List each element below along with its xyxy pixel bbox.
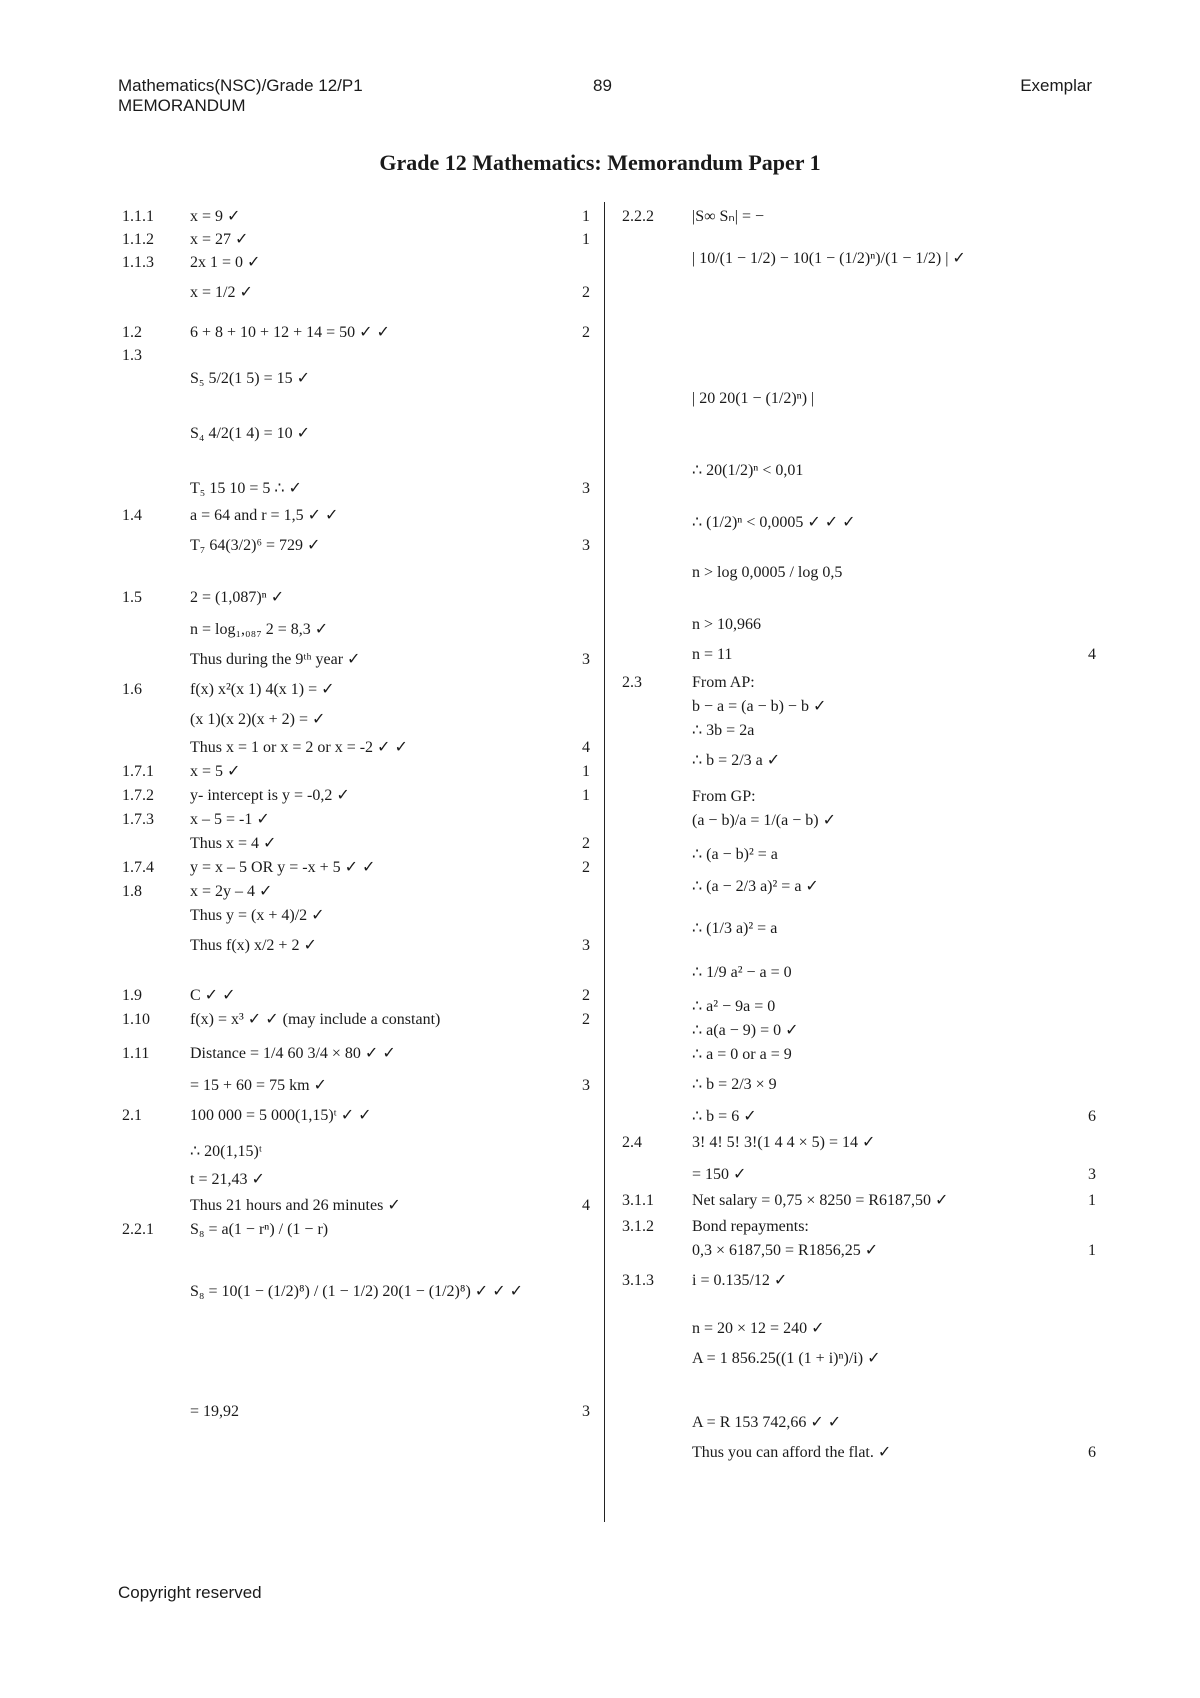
answer-expression: x = 1/2 ✓ bbox=[190, 284, 253, 301]
answer-expression: Thus y = (x + 4)/2 ✓ bbox=[190, 907, 325, 924]
memo-row bbox=[622, 613, 1092, 643]
memo-row bbox=[622, 1043, 1092, 1073]
question-number: 1.10 bbox=[122, 1011, 150, 1028]
page-title: Grade 12 Mathematics: Memorandum Paper 1 bbox=[379, 150, 821, 175]
answer-expression: Thus x = 4 ✓ bbox=[190, 835, 277, 852]
column-divider bbox=[604, 202, 605, 1522]
mark-value: 4 bbox=[1088, 646, 1096, 663]
memo-row bbox=[122, 367, 590, 422]
question-number: 1.1.1 bbox=[122, 208, 154, 225]
left-column bbox=[122, 205, 590, 1424]
mark-value: 3 bbox=[582, 651, 590, 668]
answer-expression: i = 0.135/12 ✓ bbox=[692, 1272, 788, 1289]
mark-value: 3 bbox=[582, 1077, 590, 1094]
answer-expression: ∴ (a − 2/3 a)² = a ✓ bbox=[692, 878, 819, 895]
memo-row bbox=[622, 995, 1092, 1019]
right-column bbox=[622, 205, 1096, 1465]
answer-expression: 2x 1 = 0 ✓ bbox=[190, 254, 261, 271]
question-number: 3.1.1 bbox=[622, 1192, 654, 1209]
memo-row bbox=[122, 1218, 590, 1280]
mark-value: 3 bbox=[582, 937, 590, 954]
question-number: 1.2 bbox=[122, 324, 142, 341]
answer-expression: From AP: bbox=[692, 674, 755, 691]
answer-expression: Thus x = 1 or x = 2 or x = -2 ✓ ✓ bbox=[190, 739, 408, 756]
question-number: 1.1.2 bbox=[122, 231, 154, 248]
memo-row bbox=[122, 1008, 590, 1042]
answer-expression: y- intercept is y = -0,2 ✓ bbox=[190, 787, 350, 804]
memo-row bbox=[622, 1347, 1092, 1411]
answer-expression: n = 11 bbox=[692, 646, 733, 663]
answer-expression: = 150 ✓ bbox=[692, 1166, 747, 1183]
memo-row bbox=[122, 422, 590, 477]
question-number: 1.4 bbox=[122, 507, 142, 524]
mark-value: 6 bbox=[1088, 1108, 1096, 1125]
answer-expression: y = x – 5 OR y = -x + 5 ✓ ✓ bbox=[190, 859, 376, 876]
answer-expression: ∴ 20(1,15)ᵗ bbox=[190, 1143, 262, 1160]
answer-expression: ∴ b = 2/3 × 9 bbox=[692, 1076, 777, 1093]
answer-expression: Thus you can afford the flat. ✓ bbox=[692, 1444, 892, 1461]
answer-expression: (x 1)(x 2)(x + 2) = ✓ bbox=[190, 711, 326, 728]
memo-row bbox=[622, 1215, 1092, 1239]
header-page-number: 89 bbox=[593, 76, 612, 95]
answer-expression: = 19,92 bbox=[190, 1403, 240, 1420]
memo-row bbox=[122, 586, 590, 618]
answer-expression: ∴ 20(1/2)ⁿ < 0,01 bbox=[692, 462, 804, 479]
answer-expression: ∴ a² − 9a = 0 bbox=[692, 998, 776, 1015]
answer-expression: S₈ = a(1 − rⁿ) / (1 − r) bbox=[190, 1221, 329, 1238]
question-number: 2.4 bbox=[622, 1134, 642, 1151]
memo-row bbox=[622, 1441, 1096, 1465]
answer-expression: ∴ a = 0 or a = 9 bbox=[692, 1046, 792, 1063]
memo-row bbox=[122, 832, 590, 856]
answer-expression: From GP: bbox=[692, 788, 756, 805]
memo-row bbox=[122, 984, 590, 1008]
header-memo: MEMORANDUM bbox=[118, 96, 246, 115]
memo-row bbox=[622, 643, 1096, 671]
mark-value: 1 bbox=[1088, 1192, 1096, 1209]
memo-row bbox=[622, 459, 1092, 511]
memo-row bbox=[122, 784, 590, 808]
answer-expression: C ✓ ✓ bbox=[190, 987, 236, 1004]
answer-expression: n = log₁,₀₈₇ 2 = 8,3 ✓ bbox=[190, 621, 329, 638]
mark-value: 3 bbox=[582, 537, 590, 554]
mark-value: 2 bbox=[582, 835, 590, 852]
question-number: 1.11 bbox=[122, 1045, 150, 1062]
answer-expression: ∴ b = 6 ✓ bbox=[692, 1108, 757, 1125]
answer-expression: S₄ 4/2(1 4) = 10 ✓ bbox=[190, 425, 311, 442]
memo-row bbox=[622, 247, 1092, 387]
mark-value: 2 bbox=[582, 284, 590, 301]
answer-expression: n > log 0,0005 / log 0,5 bbox=[692, 564, 843, 581]
answer-expression: x = 5 ✓ bbox=[190, 763, 241, 780]
memo-row bbox=[122, 708, 590, 736]
memo-row bbox=[622, 785, 1092, 809]
answer-expression: x – 5 = -1 ✓ bbox=[190, 811, 270, 828]
memo-row bbox=[122, 736, 590, 760]
memo-row bbox=[622, 1189, 1096, 1215]
mark-value: 1 bbox=[582, 231, 590, 248]
question-number: 1.8 bbox=[122, 883, 142, 900]
mark-value: 4 bbox=[582, 739, 590, 756]
question-number: 2.2.2 bbox=[622, 208, 654, 225]
question-number: 1.7.2 bbox=[122, 787, 154, 804]
answer-expression: | 20 20(1 − (1/2)ⁿ) | bbox=[692, 390, 815, 407]
answer-expression: Bond repayments: bbox=[692, 1218, 809, 1235]
answer-expression: ∴ b = 2/3 a ✓ bbox=[692, 752, 781, 769]
memo-row bbox=[122, 1280, 590, 1400]
question-number: 3.1.3 bbox=[622, 1272, 654, 1289]
memo-row bbox=[122, 808, 590, 832]
answer-expression: A = R 153 742,66 ✓ ✓ bbox=[692, 1414, 842, 1431]
memo-row bbox=[122, 618, 590, 648]
question-number: 1.3 bbox=[122, 347, 142, 364]
memo-row bbox=[622, 1317, 1092, 1347]
answer-expression: T₅ 15 10 = 5 ∴ ✓ bbox=[190, 480, 302, 497]
answer-expression: | 10/(1 − 1/2) − 10(1 − (1/2)ⁿ)/(1 − 1/2) | ✓ bbox=[692, 250, 966, 267]
answer-expression: 6 + 8 + 10 + 12 + 14 = 50 ✓ ✓ bbox=[190, 324, 390, 341]
memo-row bbox=[122, 228, 590, 251]
question-number: 2.1 bbox=[122, 1107, 142, 1124]
memo-row bbox=[122, 1074, 590, 1104]
memo-row bbox=[122, 880, 590, 904]
memo-row bbox=[622, 1073, 1092, 1105]
mark-value: 2 bbox=[582, 859, 590, 876]
memo-row bbox=[622, 1163, 1096, 1189]
header-subject: Mathematics(NSC)/Grade 12/P1 bbox=[118, 76, 363, 95]
answer-expression: 0,3 × 6187,50 = R1856,25 ✓ bbox=[692, 1242, 879, 1259]
memo-row bbox=[122, 934, 590, 984]
memo-row bbox=[122, 1042, 590, 1074]
mark-value: 1 bbox=[582, 208, 590, 225]
answer-expression: ∴ 3b = 2a bbox=[692, 722, 755, 739]
memo-row bbox=[622, 387, 1092, 459]
footer-copyright: Copyright reserved bbox=[118, 1583, 262, 1602]
answer-expression: Thus f(x) x/2 + 2 ✓ bbox=[190, 937, 317, 954]
memo-row bbox=[622, 1411, 1092, 1441]
answer-expression: = 15 + 60 = 75 km ✓ bbox=[190, 1077, 327, 1094]
memo-row bbox=[622, 671, 1092, 695]
answer-expression: 100 000 = 5 000(1,15)ᵗ ✓ ✓ bbox=[190, 1107, 372, 1124]
mark-value: 2 bbox=[582, 324, 590, 341]
answer-expression: Thus during the 9ᵗʰ year ✓ bbox=[190, 651, 361, 668]
answer-expression: f(x) = x³ ✓ ✓ (may include a constant) bbox=[190, 1011, 441, 1028]
memo-row bbox=[122, 477, 590, 504]
memo-row bbox=[122, 344, 590, 367]
answer-expression: Distance = 1/4 60 3/4 × 80 ✓ ✓ bbox=[190, 1045, 396, 1062]
memo-row bbox=[122, 1140, 590, 1168]
answer-expression: a = 64 and r = 1,5 ✓ ✓ bbox=[190, 507, 339, 524]
memo-row bbox=[622, 749, 1092, 785]
mark-value: 1 bbox=[582, 763, 590, 780]
answer-expression: ∴ a(a − 9) = 0 ✓ bbox=[692, 1022, 799, 1039]
memo-row bbox=[622, 511, 1092, 561]
answer-expression: Thus 21 hours and 26 minutes ✓ bbox=[190, 1197, 401, 1214]
mark-value: 3 bbox=[1088, 1166, 1096, 1183]
question-number: 2.2.1 bbox=[122, 1221, 154, 1238]
answer-expression: x = 27 ✓ bbox=[190, 231, 249, 248]
memo-row bbox=[622, 917, 1092, 961]
answer-expression: 2 = (1,087)ⁿ ✓ bbox=[190, 589, 285, 606]
memo-row bbox=[622, 843, 1092, 875]
answer-expression: ∴ (1/2)ⁿ < 0,0005 ✓ ✓ ✓ bbox=[692, 514, 856, 531]
question-number: 2.3 bbox=[622, 674, 642, 691]
mark-value: 4 bbox=[582, 1197, 590, 1214]
memo-row bbox=[122, 281, 590, 321]
header-left bbox=[118, 76, 363, 116]
answer-expression: (a − b)/a = 1/(a − b) ✓ bbox=[692, 812, 836, 829]
question-number: 1.6 bbox=[122, 681, 142, 698]
question-number: 1.7.4 bbox=[122, 859, 154, 876]
question-number: 3.1.2 bbox=[622, 1218, 654, 1235]
header-exemplar: Exemplar bbox=[1020, 76, 1092, 95]
memo-row bbox=[122, 1168, 590, 1194]
answer-expression: b − a = (a − b) − b ✓ bbox=[692, 698, 827, 715]
answer-expression: ∴ 1/9 a² − a = 0 bbox=[692, 964, 792, 981]
memo-row bbox=[122, 504, 590, 534]
answer-expression: n = 20 × 12 = 240 ✓ bbox=[692, 1320, 825, 1337]
memo-row bbox=[622, 205, 1092, 247]
question-number: 1.9 bbox=[122, 987, 142, 1004]
memo-row bbox=[122, 1194, 590, 1218]
memo-row bbox=[122, 904, 590, 934]
memo-row bbox=[622, 1239, 1096, 1269]
mark-value: 1 bbox=[582, 787, 590, 804]
memo-row bbox=[122, 856, 590, 880]
memo-row bbox=[122, 648, 590, 678]
memo-row bbox=[122, 1400, 590, 1424]
answer-expression: A = 1 856.25((1 (1 + i)ⁿ)/i) ✓ bbox=[692, 1350, 881, 1367]
mark-value: 6 bbox=[1088, 1444, 1096, 1461]
answer-expression: S₅ 5/2(1 5) = 15 ✓ bbox=[190, 370, 311, 387]
memo-row bbox=[122, 321, 590, 344]
answer-expression: 3! 4! 5! 3!(1 4 4 × 5) = 14 ✓ bbox=[692, 1134, 876, 1151]
memo-row bbox=[122, 760, 590, 784]
answer-expression: |S∞ Sₙ| = − bbox=[692, 208, 765, 225]
answer-expression: Net salary = 0,75 × 8250 = R6187,50 ✓ bbox=[692, 1192, 949, 1209]
memo-row bbox=[622, 961, 1092, 995]
memo-row bbox=[622, 695, 1092, 719]
memo-row bbox=[122, 205, 590, 228]
mark-value: 2 bbox=[582, 987, 590, 1004]
answer-expression: S₈ = 10(1 − (1/2)⁸) / (1 − 1/2) 20(1 − (1/2)⁸) ✓ ✓ ✓ bbox=[190, 1283, 524, 1300]
question-number: 1.7.3 bbox=[122, 811, 154, 828]
answer-expression: f(x) x²(x 1) 4(x 1) = ✓ bbox=[190, 681, 335, 698]
memo-row bbox=[622, 1269, 1092, 1317]
answer-expression: ∴ (a − b)² = a bbox=[692, 846, 778, 863]
memo-row bbox=[622, 875, 1092, 917]
answer-expression: x = 2y – 4 ✓ bbox=[190, 883, 273, 900]
mark-value: 1 bbox=[1088, 1242, 1096, 1259]
answer-expression: ∴ (1/3 a)² = a bbox=[692, 920, 778, 937]
memo-row bbox=[122, 534, 590, 586]
memo-row bbox=[622, 561, 1092, 613]
mark-value: 3 bbox=[582, 1403, 590, 1420]
question-number: 1.1.3 bbox=[122, 254, 154, 271]
memo-row bbox=[622, 1105, 1096, 1131]
mark-value: 3 bbox=[582, 480, 590, 497]
memo-row bbox=[622, 719, 1092, 749]
answer-expression: n > 10,966 bbox=[692, 616, 762, 633]
memo-row bbox=[122, 678, 590, 708]
question-number: 1.7.1 bbox=[122, 763, 154, 780]
memo-row bbox=[622, 809, 1092, 843]
question-number: 1.5 bbox=[122, 589, 142, 606]
memo-row bbox=[122, 1104, 590, 1140]
answer-expression: t = 21,43 ✓ bbox=[190, 1171, 265, 1188]
memo-row bbox=[122, 251, 590, 281]
answer-expression: x = 9 ✓ bbox=[190, 208, 241, 225]
memo-row bbox=[622, 1131, 1092, 1163]
memo-row bbox=[622, 1019, 1092, 1043]
answer-expression: T₇ 64(3/2)⁶ = 729 ✓ bbox=[190, 537, 321, 554]
mark-value: 2 bbox=[582, 1011, 590, 1028]
